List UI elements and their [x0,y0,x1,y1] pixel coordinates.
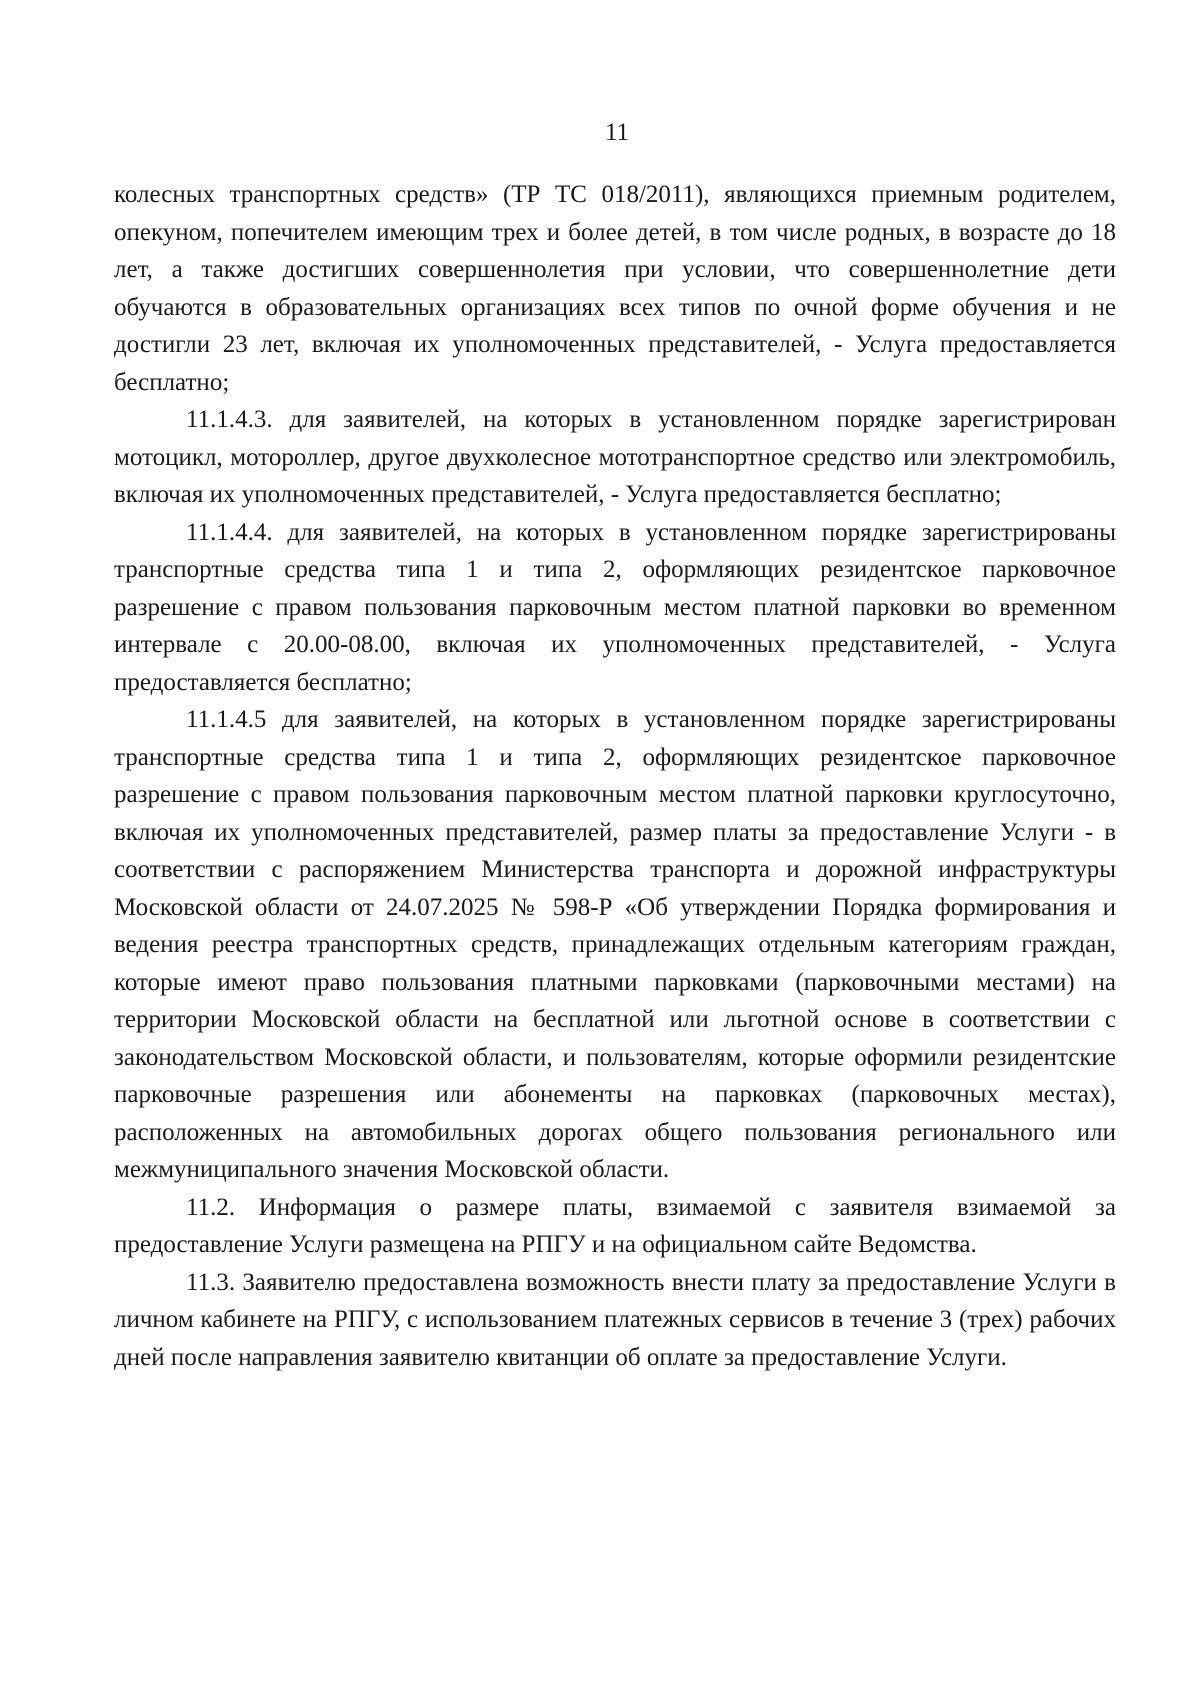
page-number: 11 [604,119,630,146]
body-text [114,176,1116,1376]
paragraph-11-2: 11.2. Информация о размере платы, взимаемой с заявителя взимаемой за предоставление Услуги размещена на РПГУ и на официальном сайте Ведомства. [114,1193,1116,1258]
paragraph-11-1-4-4: 11.1.4.4. для заявителей, на которых в установленном порядке зарегистрированы транспортные средства типа 1 и типа 2, оформляющих резидентское парковочное разрешение с правом пользования парковочным местом платной парковки во временном интервале с 20.00-08.00, включая их уполномоченных представителей, - Услуга предоставляется бесплатно; [114,518,1116,696]
paragraph-11-3: 11.3. Заявителю предоставлена возможность внести плату за предоставление Услуги в личном кабинете на РПГУ, с использованием платежных сервисов в течение 3 (трех) рабочих дней после направления заявителю квитанции об оплате за предоставление Услуги. [114,1268,1116,1371]
paragraph-11-1-4-5: 11.1.4.5 для заявителей, на которых в установленном порядке зарегистрированы транспортные средства типа 1 и типа 2, оформляющих резидентское парковочное разрешение с правом пользования парковочным местом платной парковки круглосуточно, включая их уполномоченных представителей, размер платы за предоставление Услуги - в соответствии с распоряжением Министерства транспорта и дорожной инфраструктуры Московской области от 24.07.2025 № 598-Р «Об утверждении Порядка формирования и ведения реестра транспортных средств, принадлежащих отдельным категориям граждан, которые имеют право пользования платными парковками (парковочными местами) на территории Московской области на бесплатной или льготной основе в соответствии с законодательством Московской области, и пользователям, которые оформили резидентские парковочные разрешения или абонементы на парковках (парковочных местах), расположенных на автомобильных дорогах общего пользования регионального или межмуниципального значения Московской области. [114,706,1116,1183]
paragraph-11-1-4-3: 11.1.4.3. для заявителей, на которых в установленном порядке зарегистрирован мотоцикл, мотороллер, другое двухколесное мототранспортное средство или электромобиль, включая их уполномоченных представителей, - Услуга предоставляется бесплатно; [114,406,1116,508]
paragraph-continuation: колесных транспортных средств» (ТР ТС 018/2011), являющихся приемным родителем, опекуном, попечителем имеющим трех и более детей, в том числе родных, в возрасте до 18 лет, а также достигших совершеннолетия при условии, что совершеннолетние дети обучаются в образовательных организациях всех типов по очной форме обучения и не достигли 23 лет, включая их уполномоченных представителей, - Услуга предоставляется бесплатно; [114,181,1116,396]
